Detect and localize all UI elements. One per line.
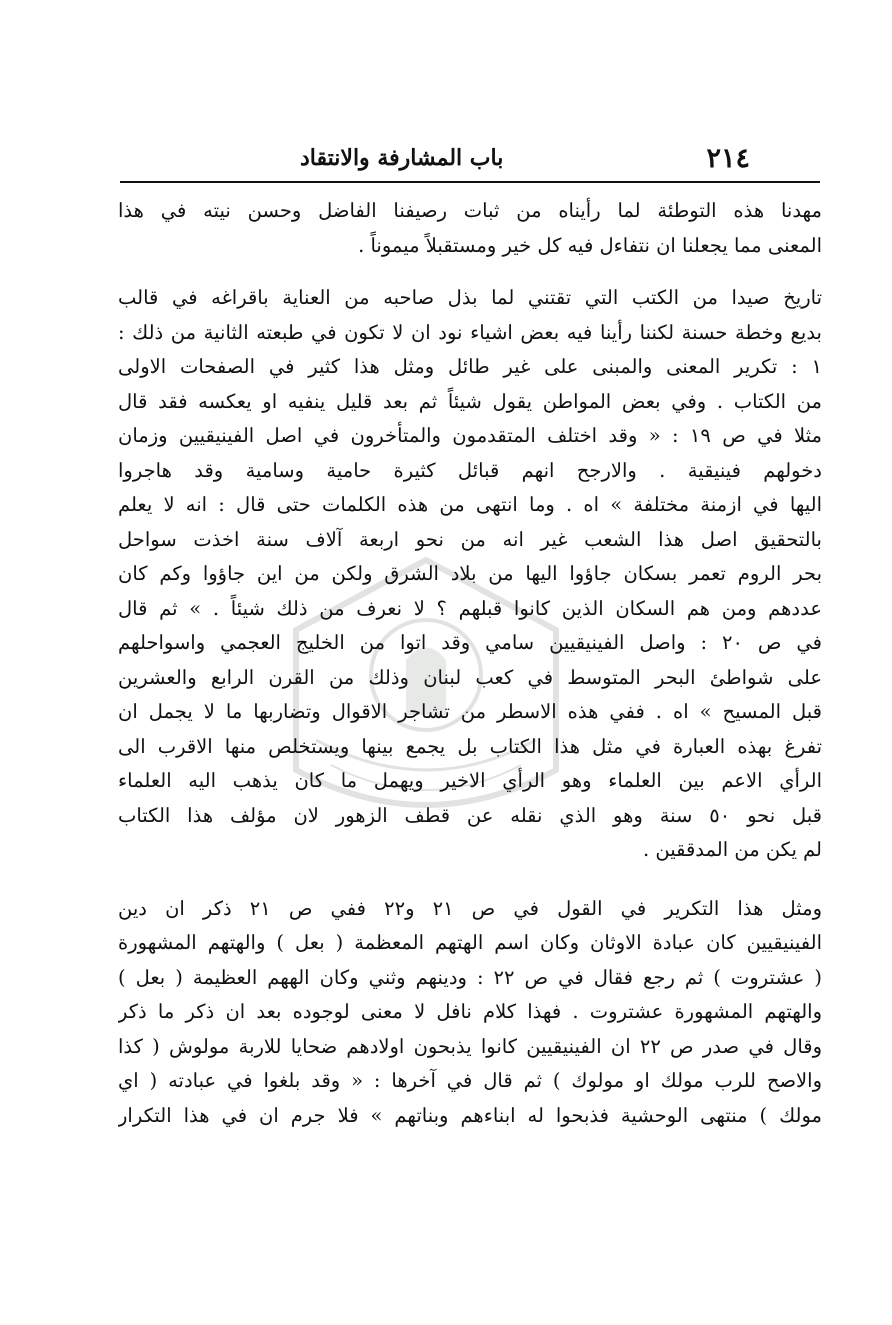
running-title: باب المشارفة والانتقاد (300, 145, 504, 171)
text-line: بحر الروم تعمر بسكان جاؤوا اليها من بلاد الشرق ولكن من اين جاؤوا وكم كان (118, 562, 822, 585)
text-line: تفرغ بهذه العبارة في مثل هذا الكتاب بل يجمع بينها ويستخلص منها الاقرب الى (118, 734, 822, 758)
text-line: الرأي الاعم بين العلماء وهو الرأي الاخير ويهمل ما كان يذهب اليه العلماء (118, 769, 822, 792)
text-line: الفينيقيين كان عبادة الاوثان وكان اسم الهتهم المعظمة ( بعل ) والهتهم المشهورة (118, 931, 822, 954)
text-line: دخولهم فينيقية . والارجح انهم قبائل كثيرة حامية وسامية وقد هاجروا (118, 458, 822, 482)
text-line: مولك ) منتهى الوحشية فذبحوا له ابناءهم وبناتهم » فلا جرم ان في هذا التكرار (118, 1103, 822, 1127)
page-header (300, 138, 750, 178)
text-line: من الكتاب . وفي بعض المواطن يقول شيئاً ثم بعد قليل ينفيه او يعكسه فقد قال (118, 389, 822, 413)
text-line: تاريخ صيدا من الكتب التي تقتني لما بذل صاحبه من العناية باقراغه في قالب (118, 286, 822, 309)
text-line: ١ً : تكرير المعنى والمبنى على غير طائل ومثل هذا كثير في الصفحات الاولى (118, 355, 822, 378)
paragraph-repetition (118, 892, 822, 1134)
paragraph-point-one (118, 350, 822, 868)
paragraph-book-review (118, 281, 822, 350)
header-rule (120, 181, 820, 183)
text-line: وقال في صدر ص ٢٢ ان الفينيقيين كانوا يذبحون اولادهم ضحايا للاربة مولوش ( كذا (118, 1034, 822, 1058)
text-line: لم يكن من المدققين . (642, 838, 822, 861)
text-line: على شواطئ البحر المتوسط في كعب لبنان وذلك من القرن الرابع والعشرين (118, 665, 822, 689)
text-line: بالتحقيق اصل هذا الشعب غير انه من نحو اربعة آلاف سنة اخذت سواحل (118, 527, 822, 551)
text-line: اليها في ازمنة مختلفة » اه . وما انتهى من هذه الكلمات حتى قال : انه لا يعلم (118, 493, 822, 516)
text-line: في ص ٢٠ : واصل الفينيقيين سامي وقد اتوا من الخليج العجمي واسواحلهم (118, 631, 822, 654)
text-line: بديع وخطة حسنة لكننا رأينا فيه بعض اشياء نود ان لا تكون في طبعته الثانية من ذلك : (118, 320, 822, 344)
text-line: ومثل هذا التكرير في القول في ص ٢١ و٢٢ ففي ص ٢١ ذكر ان دين (118, 896, 822, 920)
body-text (118, 194, 822, 1133)
text-line: مهدنا هذه التوطئة لما رأيناه من ثبات رصيفنا الفاضل وحسن نيته في هذا (118, 199, 822, 222)
text-line: قبل نحو ٥٠ سنة وهو الذي نقله عن قطف الزهور لان مؤلف هذا الكتاب (118, 803, 822, 827)
text-line: والهتهم المشهورة عشتروت . فهذا كلام نافل لا معنى لوجوده بعد ان ذكر ما ذكر (118, 1000, 822, 1023)
text-line: ( عشتروت ) ثم رجع فقال في ص ٢٢ : ودينهم وثني وكان الههم العظيمة ( بعل ) (118, 965, 822, 989)
text-line: والاصح للرب مولك او مولوك ) ثم قال في آخرها : « وقد بلغوا في عبادته ( اي (118, 1069, 822, 1092)
text-line: قبل المسيح » اه . ففي هذه الاسطر من تشاجر الاقوال وتضاربها ما لا يجمل ان (118, 700, 822, 723)
text-line: عددهم ومن هم السكان الذين كانوا قبلهم ؟ لا نعرف من ذلك شيئاً . » ثم قال (118, 596, 822, 620)
text-line: المعنى مما يجعلنا ان نتفاءل فيه كل خير ومستقبلاً ميموناً . (358, 233, 822, 257)
page-number: ٢١٤ (706, 142, 750, 174)
text-line: مثلا في ص ١٩ : « وقد اختلف المتقدمون والمتأخرون في اصل الفينيقيين وزمان (118, 424, 822, 447)
paragraph-intro (118, 194, 822, 263)
